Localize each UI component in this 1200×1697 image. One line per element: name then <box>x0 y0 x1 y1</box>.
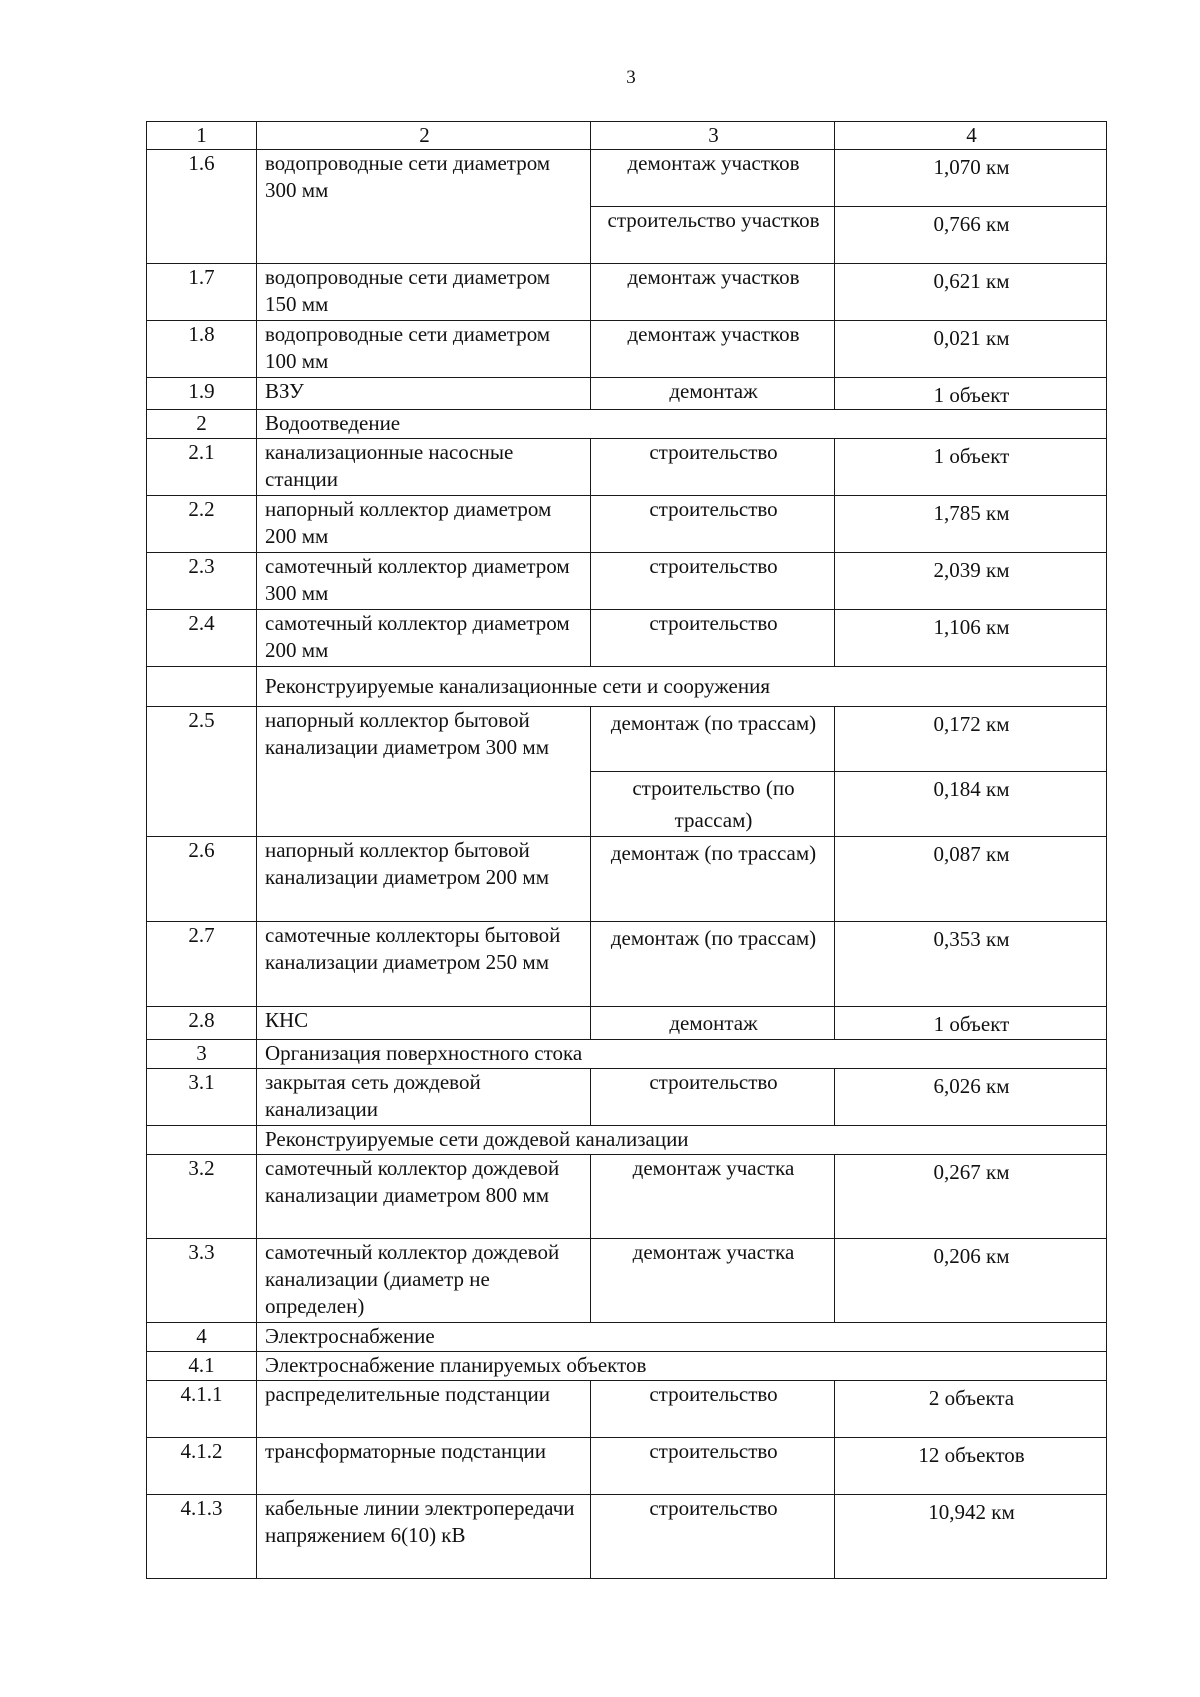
work-type: демонтаж <box>591 378 835 410</box>
quantity: 1 объект <box>835 1007 1107 1040</box>
quantity: 0,267 км <box>835 1155 1107 1239</box>
row-number: 2.5 <box>147 707 257 837</box>
quantity: 0,087 км <box>835 837 1107 922</box>
table-row <box>147 1069 1107 1126</box>
section-row <box>147 1323 1107 1352</box>
work-type: демонтаж участка <box>591 1155 835 1239</box>
table-header-row <box>147 122 1107 150</box>
section-row <box>147 667 1107 707</box>
work-type: строительство <box>591 1438 835 1495</box>
row-number: 2.7 <box>147 922 257 1007</box>
quantity: 0,206 км <box>835 1239 1107 1323</box>
quantity: 2,039 км <box>835 553 1107 610</box>
table-row <box>147 610 1107 667</box>
section-title: Реконструируемые канализационные сети и сооружения <box>257 667 1107 707</box>
section-title: Электроснабжение планируемых объектов <box>257 1352 1107 1381</box>
work-type: строительство <box>591 610 835 667</box>
table-row <box>147 378 1107 410</box>
item-name: КНС <box>257 1007 591 1040</box>
item-name: канализационные насосные станции <box>257 439 591 496</box>
row-number <box>147 667 257 707</box>
section-row <box>147 410 1107 439</box>
row-number: 4.1.2 <box>147 1438 257 1495</box>
item-name: напорный коллектор диаметром 200 мм <box>257 496 591 553</box>
table-row <box>147 707 1107 772</box>
table-row <box>147 1155 1107 1239</box>
table-row <box>147 1381 1107 1438</box>
quantity: 0,621 км <box>835 264 1107 321</box>
section-title: Организация поверхностного стока <box>257 1040 1107 1069</box>
table-row <box>147 1007 1107 1040</box>
quantity: 0,766 км <box>835 207 1107 264</box>
item-name: напорный коллектор бытовой канализации диаметром 200 мм <box>257 837 591 922</box>
work-type: демонтаж участков <box>591 150 835 207</box>
work-type: строительство <box>591 1381 835 1438</box>
item-name: самотечные коллекторы бытовой канализации диаметром 250 мм <box>257 922 591 1007</box>
section-title: Водоотведение <box>257 410 1107 439</box>
item-name: самотечный коллектор диаметром 200 мм <box>257 610 591 667</box>
column-header: 1 <box>147 122 257 150</box>
column-header: 3 <box>591 122 835 150</box>
row-number: 3.3 <box>147 1239 257 1323</box>
work-type: демонтаж (по трассам) <box>591 837 835 922</box>
work-type: строительство <box>591 553 835 610</box>
row-number: 2.6 <box>147 837 257 922</box>
row-number: 2.8 <box>147 1007 257 1040</box>
table-row <box>147 553 1107 610</box>
quantity: 1 объект <box>835 378 1107 410</box>
quantity: 0,184 км <box>835 772 1107 837</box>
item-name: водопроводные сети диаметром 150 мм <box>257 264 591 321</box>
item-name: водопроводные сети диаметром 300 мм <box>257 150 591 264</box>
quantity: 1 объект <box>835 439 1107 496</box>
work-type: демонтаж участков <box>591 264 835 321</box>
row-number: 1.7 <box>147 264 257 321</box>
row-number: 3.1 <box>147 1069 257 1126</box>
work-type: демонтаж участков <box>591 321 835 378</box>
table-row <box>147 264 1107 321</box>
data-table <box>146 121 1107 1579</box>
work-type: строительство участков <box>591 207 835 264</box>
page-number: 3 <box>626 67 636 88</box>
work-type: строительство <box>591 1069 835 1126</box>
section-row <box>147 1126 1107 1155</box>
row-number: 1.8 <box>147 321 257 378</box>
row-number: 2 <box>147 410 257 439</box>
row-number: 1.9 <box>147 378 257 410</box>
table-row <box>147 150 1107 207</box>
quantity: 12 объектов <box>835 1438 1107 1495</box>
column-header: 2 <box>257 122 591 150</box>
item-name: ВЗУ <box>257 378 591 410</box>
item-name: трансформаторные подстанции <box>257 1438 591 1495</box>
item-name: самотечный коллектор дождевой канализации диаметром 800 мм <box>257 1155 591 1239</box>
quantity: 10,942 км <box>835 1495 1107 1579</box>
section-title: Электроснабжение <box>257 1323 1107 1352</box>
section-row <box>147 1352 1107 1381</box>
row-number: 4.1.1 <box>147 1381 257 1438</box>
table-row <box>147 1495 1107 1579</box>
work-type: демонтаж (по трассам) <box>591 922 835 1007</box>
table-row <box>147 1438 1107 1495</box>
item-name: водопроводные сети диаметром 100 мм <box>257 321 591 378</box>
work-type: демонтаж участка <box>591 1239 835 1323</box>
row-number: 4.1 <box>147 1352 257 1381</box>
table-row <box>147 1239 1107 1323</box>
item-name: самотечный коллектор дождевой канализации (диаметр не определен) <box>257 1239 591 1323</box>
row-number: 3 <box>147 1040 257 1069</box>
table-row <box>147 922 1107 1007</box>
item-name: кабельные линии электропередачи напряжением 6(10) кВ <box>257 1495 591 1579</box>
quantity: 0,353 км <box>835 922 1107 1007</box>
row-number: 2.2 <box>147 496 257 553</box>
row-number: 2.3 <box>147 553 257 610</box>
column-header: 4 <box>835 122 1107 150</box>
work-type: демонтаж <box>591 1007 835 1040</box>
work-type: демонтаж (по трассам) <box>591 707 835 772</box>
table-row <box>147 837 1107 922</box>
quantity: 0,021 км <box>835 321 1107 378</box>
section-title: Реконструируемые сети дождевой канализации <box>257 1126 1107 1155</box>
section-row <box>147 1040 1107 1069</box>
quantity: 0,172 км <box>835 707 1107 772</box>
row-number: 2.4 <box>147 610 257 667</box>
item-name: самотечный коллектор диаметром 300 мм <box>257 553 591 610</box>
row-number: 2.1 <box>147 439 257 496</box>
item-name: закрытая сеть дождевой канализации <box>257 1069 591 1126</box>
table-row <box>147 496 1107 553</box>
work-type: строительство <box>591 1495 835 1579</box>
work-type: строительство (по трассам) <box>591 772 835 837</box>
row-number: 4 <box>147 1323 257 1352</box>
work-type: строительство <box>591 496 835 553</box>
row-number: 1.6 <box>147 150 257 264</box>
item-name: напорный коллектор бытовой канализации диаметром 300 мм <box>257 707 591 837</box>
quantity: 2 объекта <box>835 1381 1107 1438</box>
quantity: 1,785 км <box>835 496 1107 553</box>
row-number: 3.2 <box>147 1155 257 1239</box>
work-type: строительство <box>591 439 835 496</box>
quantity: 1,070 км <box>835 150 1107 207</box>
row-number <box>147 1126 257 1155</box>
item-name: распределительные подстанции <box>257 1381 591 1438</box>
quantity: 6,026 км <box>835 1069 1107 1126</box>
table-row <box>147 439 1107 496</box>
row-number: 4.1.3 <box>147 1495 257 1579</box>
table-row <box>147 321 1107 378</box>
quantity: 1,106 км <box>835 610 1107 667</box>
